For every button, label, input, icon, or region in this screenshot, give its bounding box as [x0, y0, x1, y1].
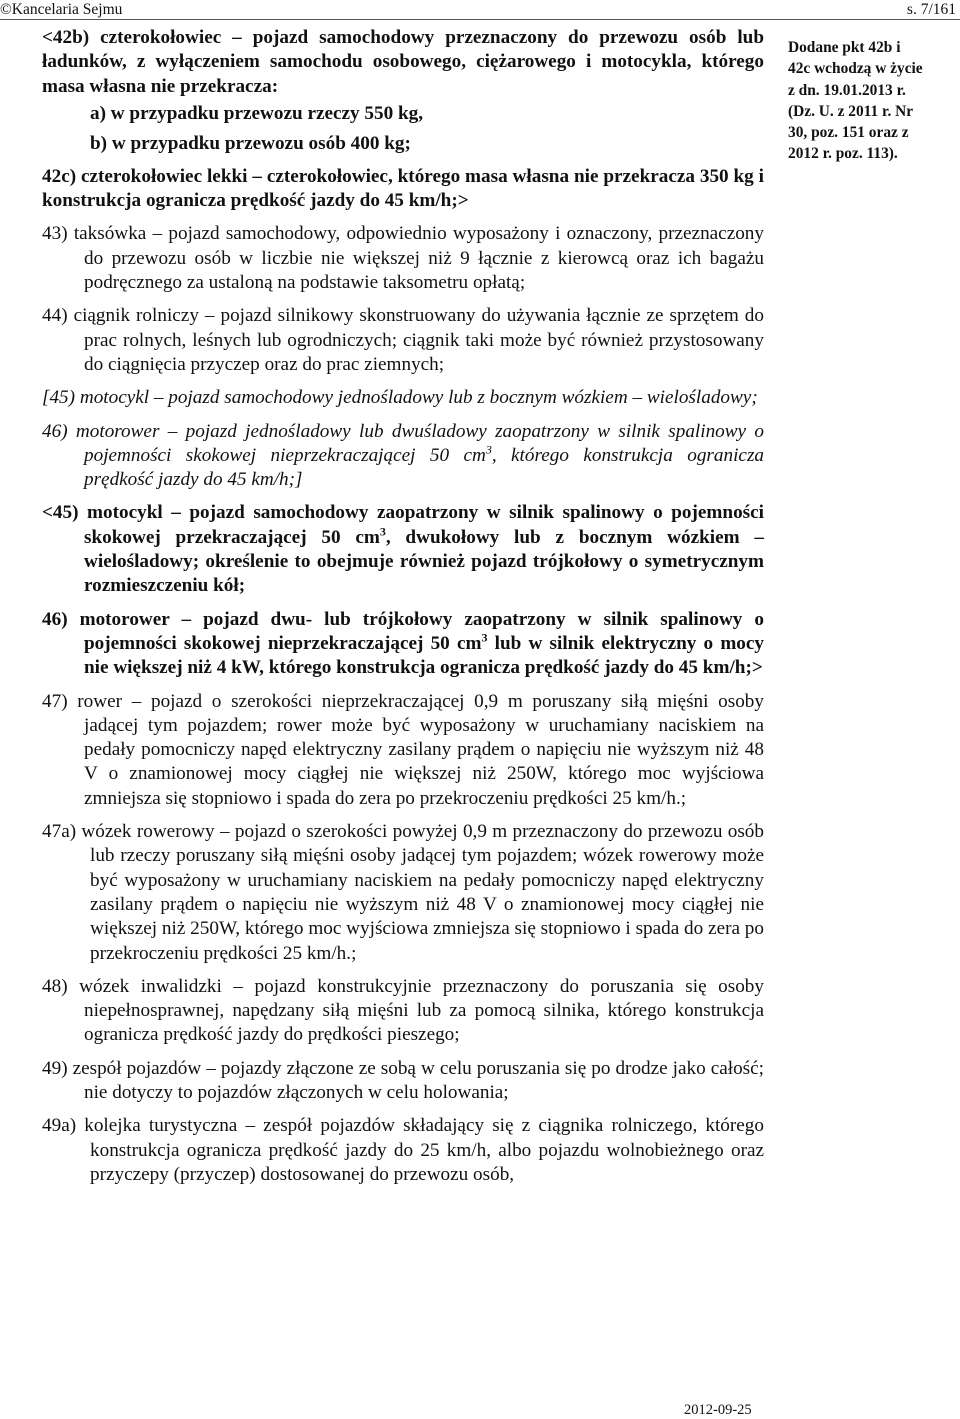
entry-46-new-text: 46) motorower – pojazd dwu- lub trójkołowy zaopatrzony w silnik spalinowy o pojemności skokowej nieprzekraczającej 50 cm [42, 608, 764, 654]
entry-42c: 42c) czterokołowiec lekki – czterokołowiec, którego masa własna nie przekracza 350 kg i konstrukcja ogranicza prędkość jazdy do 45 km/h;> [42, 165, 764, 212]
margin-note [788, 37, 960, 165]
entry-46-new-text-end: lub w silnik elektryczny o mocy nie większej niż 4 kW, którego konstrukcja ogranicza prędkość jazdy do 45 km/h;> [84, 632, 765, 679]
entry-46-old-text-end: , którego konstrukcja ogranicza prędkość jazdy do 45 km/h;] [84, 444, 764, 491]
entry-45-new-text: <45) motocykl – pojazd samochodowy zaopatrzony w silnik spalinowy o pojemności skokowej przekraczającej 50 cm [42, 502, 764, 548]
page-number: s. 7/161 [906, 1, 956, 18]
entry-42b-b: b) w przypadku przewozu osób 400 kg; [90, 132, 411, 154]
entry-46-old-text: 46) motorower – pojazd jednośladowy lub dwuśladowy zaopatrzony w silnik spalinowy o pojemności skokowej nieprzekraczającej 50 cm [42, 420, 764, 466]
margin-note-line: 30, poz. 151 oraz z [788, 124, 909, 142]
header-divider [0, 19, 960, 20]
superscript: 3 [379, 524, 386, 539]
superscript: 3 [485, 442, 492, 457]
entry-45-new-text-end: , dwukołowy lub z bocznym wózkiem – wielośladowy; określenie to obejmuje również pojazd trójkołowy o symetrycznym rozmieszczeniu kół; [84, 526, 764, 597]
margin-note-line: 42c wchodzą w życie [788, 60, 923, 78]
entry-47a: 47a) wózek rowerowy – pojazd o szerokości powyżej 0,9 m przeznaczony do przewozu osób lub rzeczy poruszany siłą mięśni osoby jadącej tym pojazdem; wózek rowerowy może być wyposażony w uruchamiany naciskiem na pedały pomocniczy napęd elektryczny zasilany prądem o napięciu nie wyższym niż 48 V o znamionowej mocy ciągłej nie większej niż 250W, którego moc wyjściowa zmniejsza się stopniowo i spada do zera po przekroczeniu prędkości 25 km/h.; [42, 821, 764, 964]
superscript: 3 [481, 630, 488, 645]
copyright-label: ©Kancelaria Sejmu [0, 1, 123, 18]
margin-note-line: 2012 r. poz. 113). [788, 145, 898, 163]
entry-44: 44) ciągnik rolniczy – pojazd silnikowy skonstruowany do używania łącznie ze sprzętem do prac rolnych, leśnych lub ogrodniczych; ciągnik taki może być również przystosowany do ciągnięcia przyczep oraz do prac ziemnych; [42, 305, 764, 375]
margin-note-line: (Dz. U. z 2011 r. Nr [788, 102, 914, 120]
entry-46-old [42, 420, 764, 493]
document-body [42, 26, 764, 1187]
entry-42b-a: a) w przypadku przewozu rzeczy 550 kg, [90, 102, 424, 124]
entry-45-old: [45) motocykl – pojazd samochodowy jednośladowy lub z bocznym wózkiem – wielośladowy; [42, 387, 758, 409]
margin-note-line: Dodane pkt 42b i [788, 39, 901, 56]
entry-48: 48) wózek inwalidzki – pojazd konstrukcyjnie przeznaczony do poruszania się osoby niepełnosprawnej, napędzany siłą mięśni lub za pomocą silnika, którego konstrukcja ogranicza prędkość jazdy do prędkości pieszego; [42, 975, 764, 1046]
entry-46-new [42, 608, 764, 681]
entry-43: 43) taksówka – pojazd samochodowy, odpowiednio wyposażony i oznaczony, przeznaczony do przewozu osób w liczbie nie większej niż 9 łącznie z kierowcą oraz ich bagażu podręcznego za ustaloną na podstawie taksometru opłatą; [42, 223, 764, 294]
footer-date: 2012-09-25 [684, 1402, 752, 1418]
entry-42b: <42b) czterokołowiec – pojazd samochodowy przeznaczony do przewozu osób lub ładunków, z wyłączeniem samochodu osobowego, ciężarowego i motocykla, którego masa własna nie przekracza: [42, 27, 764, 97]
margin-note-line: z dn. 19.01.2013 r. [788, 81, 906, 99]
entry-49: 49) zespół pojazdów – pojazdy złączone ze sobą w celu poruszania się po drodze jako całość; nie dotyczy to pojazdów złączonych w celu holowania; [42, 1057, 764, 1103]
entry-45-new [42, 501, 764, 598]
entry-47: 47) rower – pojazd o szerokości nieprzekraczającej 0,9 m poruszany siłą mięśni osoby jadącej tym pojazdem; rower może być wyposażony w uruchamiany naciskiem na pedały pomocniczy napęd elektryczny zasilany prądem o napięciu nie wyższym niż 48 V o znamionowej mocy ciągłej nie większej niż 250W, którego moc wyjściowa zmniejsza się stopniowo i spada do zera po przekroczeniu prędkości 25 km/h.; [42, 690, 764, 809]
entry-49a: 49a) kolejka turystyczna – zespół pojazdów składający się z ciągnika rolniczego, którego konstrukcja ogranicza prędkość jazdy do 25 km/h, albo pojazdu wolnobieżnego oraz przyczepy (przyczep) dostosowanej do przewozu osób, [42, 1115, 764, 1185]
